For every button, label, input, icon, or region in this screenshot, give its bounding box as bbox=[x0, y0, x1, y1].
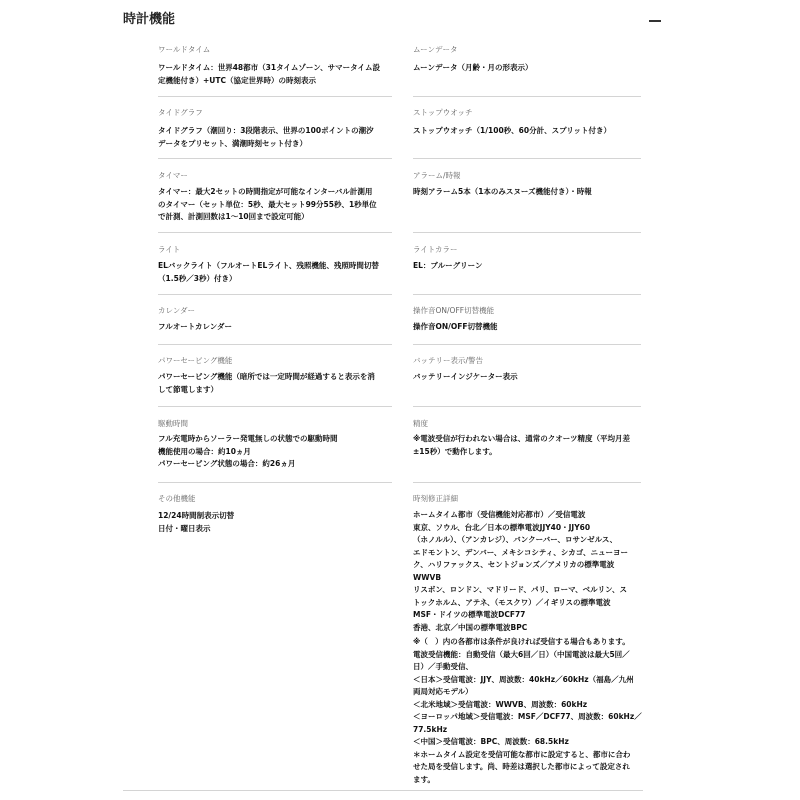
spec-label: その他機能 bbox=[158, 494, 196, 503]
divider bbox=[158, 344, 392, 345]
spec-label: ムーンデータ bbox=[413, 45, 458, 54]
spec-label: バッテリー表示/警告 bbox=[413, 356, 484, 365]
spec-label: カレンダー bbox=[158, 306, 196, 315]
spec-value: 操作音ON/OFF切替機能 bbox=[413, 322, 498, 331]
spec-value: バッテリーインジケーター表示 bbox=[413, 372, 518, 381]
spec-note: ※（ ）内の各都市は条件が良ければ受信する場合もあります。 電波受信機能：自動受信（最大6回／日）（中国電波は最大5回／ 日）／手動受信、 ＜日本＞受信電波：JJY、周波数：40kHz／60kHz（福島／九州 両局対応モデル） ＜北米地域＞受信電波：WWVB、周波数：60kHz ＜ヨーロッパ地域＞受信電波：MSF／DCF77、周波数：60kHz／ 77.5kHz ＜中国＞受信電波：BPC、周波数：68.5kHz ＊ホームタイム設定を受信可能な都市に設定すると、都市に合わ せた局を受信します。尚、時差は選択した都市によって設定され ます。 bbox=[413, 637, 642, 784]
spec-label: パワーセービング機能 bbox=[158, 356, 233, 365]
spec-value: フルオートカレンダー bbox=[158, 322, 232, 331]
spec-value: ムーンデータ（月齢・月の形表示） bbox=[413, 63, 533, 72]
divider bbox=[158, 96, 392, 97]
divider bbox=[158, 232, 392, 233]
spec-label: 時刻修正詳細 bbox=[413, 494, 458, 503]
divider bbox=[158, 294, 392, 295]
divider bbox=[413, 294, 641, 295]
spec-value: フル充電時からソーラー発電無しの状態での駆動時間 機能使用の場合：約10ヵ月 パワーセービング状態の場合：約26ヵ月 bbox=[158, 434, 338, 468]
spec-label: ストップウオッチ bbox=[413, 108, 473, 117]
divider bbox=[158, 482, 392, 483]
minus-icon[interactable] bbox=[649, 20, 661, 22]
spec-value: 12/24時間制表示切替 日付・曜日表示 bbox=[158, 511, 235, 533]
spec-label: アラーム/時報 bbox=[413, 171, 461, 180]
divider bbox=[158, 158, 392, 159]
divider bbox=[413, 232, 641, 233]
spec-label: 駆動時間 bbox=[158, 419, 188, 428]
spec-value: タイドグラフ（潮回り：3段階表示、世界の100ポイントの潮汐 データをプリセット、満潮時刻セット付き） bbox=[158, 126, 374, 148]
spec-label: 操作音ON/OFF切替機能 bbox=[413, 306, 495, 315]
divider bbox=[413, 96, 641, 97]
spec-value: ELバックライト（フルオートELライト、残照機能、残照時間切替 （1.5秒／3秒）付き） bbox=[158, 261, 379, 283]
spec-value: ホームタイム都市（受信機能対応都市）／受信電波 東京、ソウル、台北／日本の標準電波JJY40・JJY60 （ホノルル）、（アンカレジ）、バンクーバー、ロサンゼルス、 エドモントン、デンバー、メキシコシティ、シカゴ、ニューヨー ク、ハリファックス、セントジョンズ／アメリカの標準電波 WWVB リスボン、ロンドン、マドリード、パリ、ローマ、ベルリン、ス トックホルム、アテネ、（モスクワ）／イギリスの標準電波 MSF・ドイツの標準電波DCF77 香港、北京／中国の標準電波BPC bbox=[413, 510, 628, 632]
section-header bbox=[123, 8, 663, 28]
spec-value: ※電波受信が行われない場合は、通常のクオーツ精度（平均月差 ±15秒）で動作します。 bbox=[413, 434, 630, 456]
divider bbox=[413, 344, 641, 345]
spec-value: 時刻アラーム5本（1本のみスヌーズ機能付き）・時報 bbox=[413, 187, 592, 196]
spec-value: ストップウオッチ（1/100秒、60分計、スプリット付き） bbox=[413, 126, 611, 135]
spec-value: タイマー：最大2セットの時間指定が可能なインターバル計測用 のタイマー（セット単位：5秒、最大セット99分55秒、1秒単位 で計測、計測回数は1〜10回まで設定可能） bbox=[158, 187, 377, 221]
page-title: 時計機能 bbox=[123, 12, 176, 27]
spec-label: ライト bbox=[158, 245, 181, 254]
spec-value: ワールドタイム：世界48都市（31タイムゾーン、サマータイム設 定機能付き）+UTC（協定世界時）の時刻表示 bbox=[158, 63, 381, 85]
spec-value: EL：ブルーグリーン bbox=[413, 261, 483, 270]
spec-label: ワールドタイム bbox=[158, 45, 211, 54]
divider bbox=[413, 406, 641, 407]
spec-label: ライトカラー bbox=[413, 245, 458, 254]
divider bbox=[158, 406, 392, 407]
divider bbox=[123, 790, 643, 791]
spec-value: パワーセービング機能（暗所では一定時間が経過すると表示を消 して節電します） bbox=[158, 372, 375, 394]
divider bbox=[413, 158, 641, 159]
spec-label: タイマー bbox=[158, 171, 188, 180]
spec-label: 精度 bbox=[413, 419, 428, 428]
divider bbox=[413, 482, 641, 483]
spec-label: タイドグラフ bbox=[158, 108, 203, 117]
